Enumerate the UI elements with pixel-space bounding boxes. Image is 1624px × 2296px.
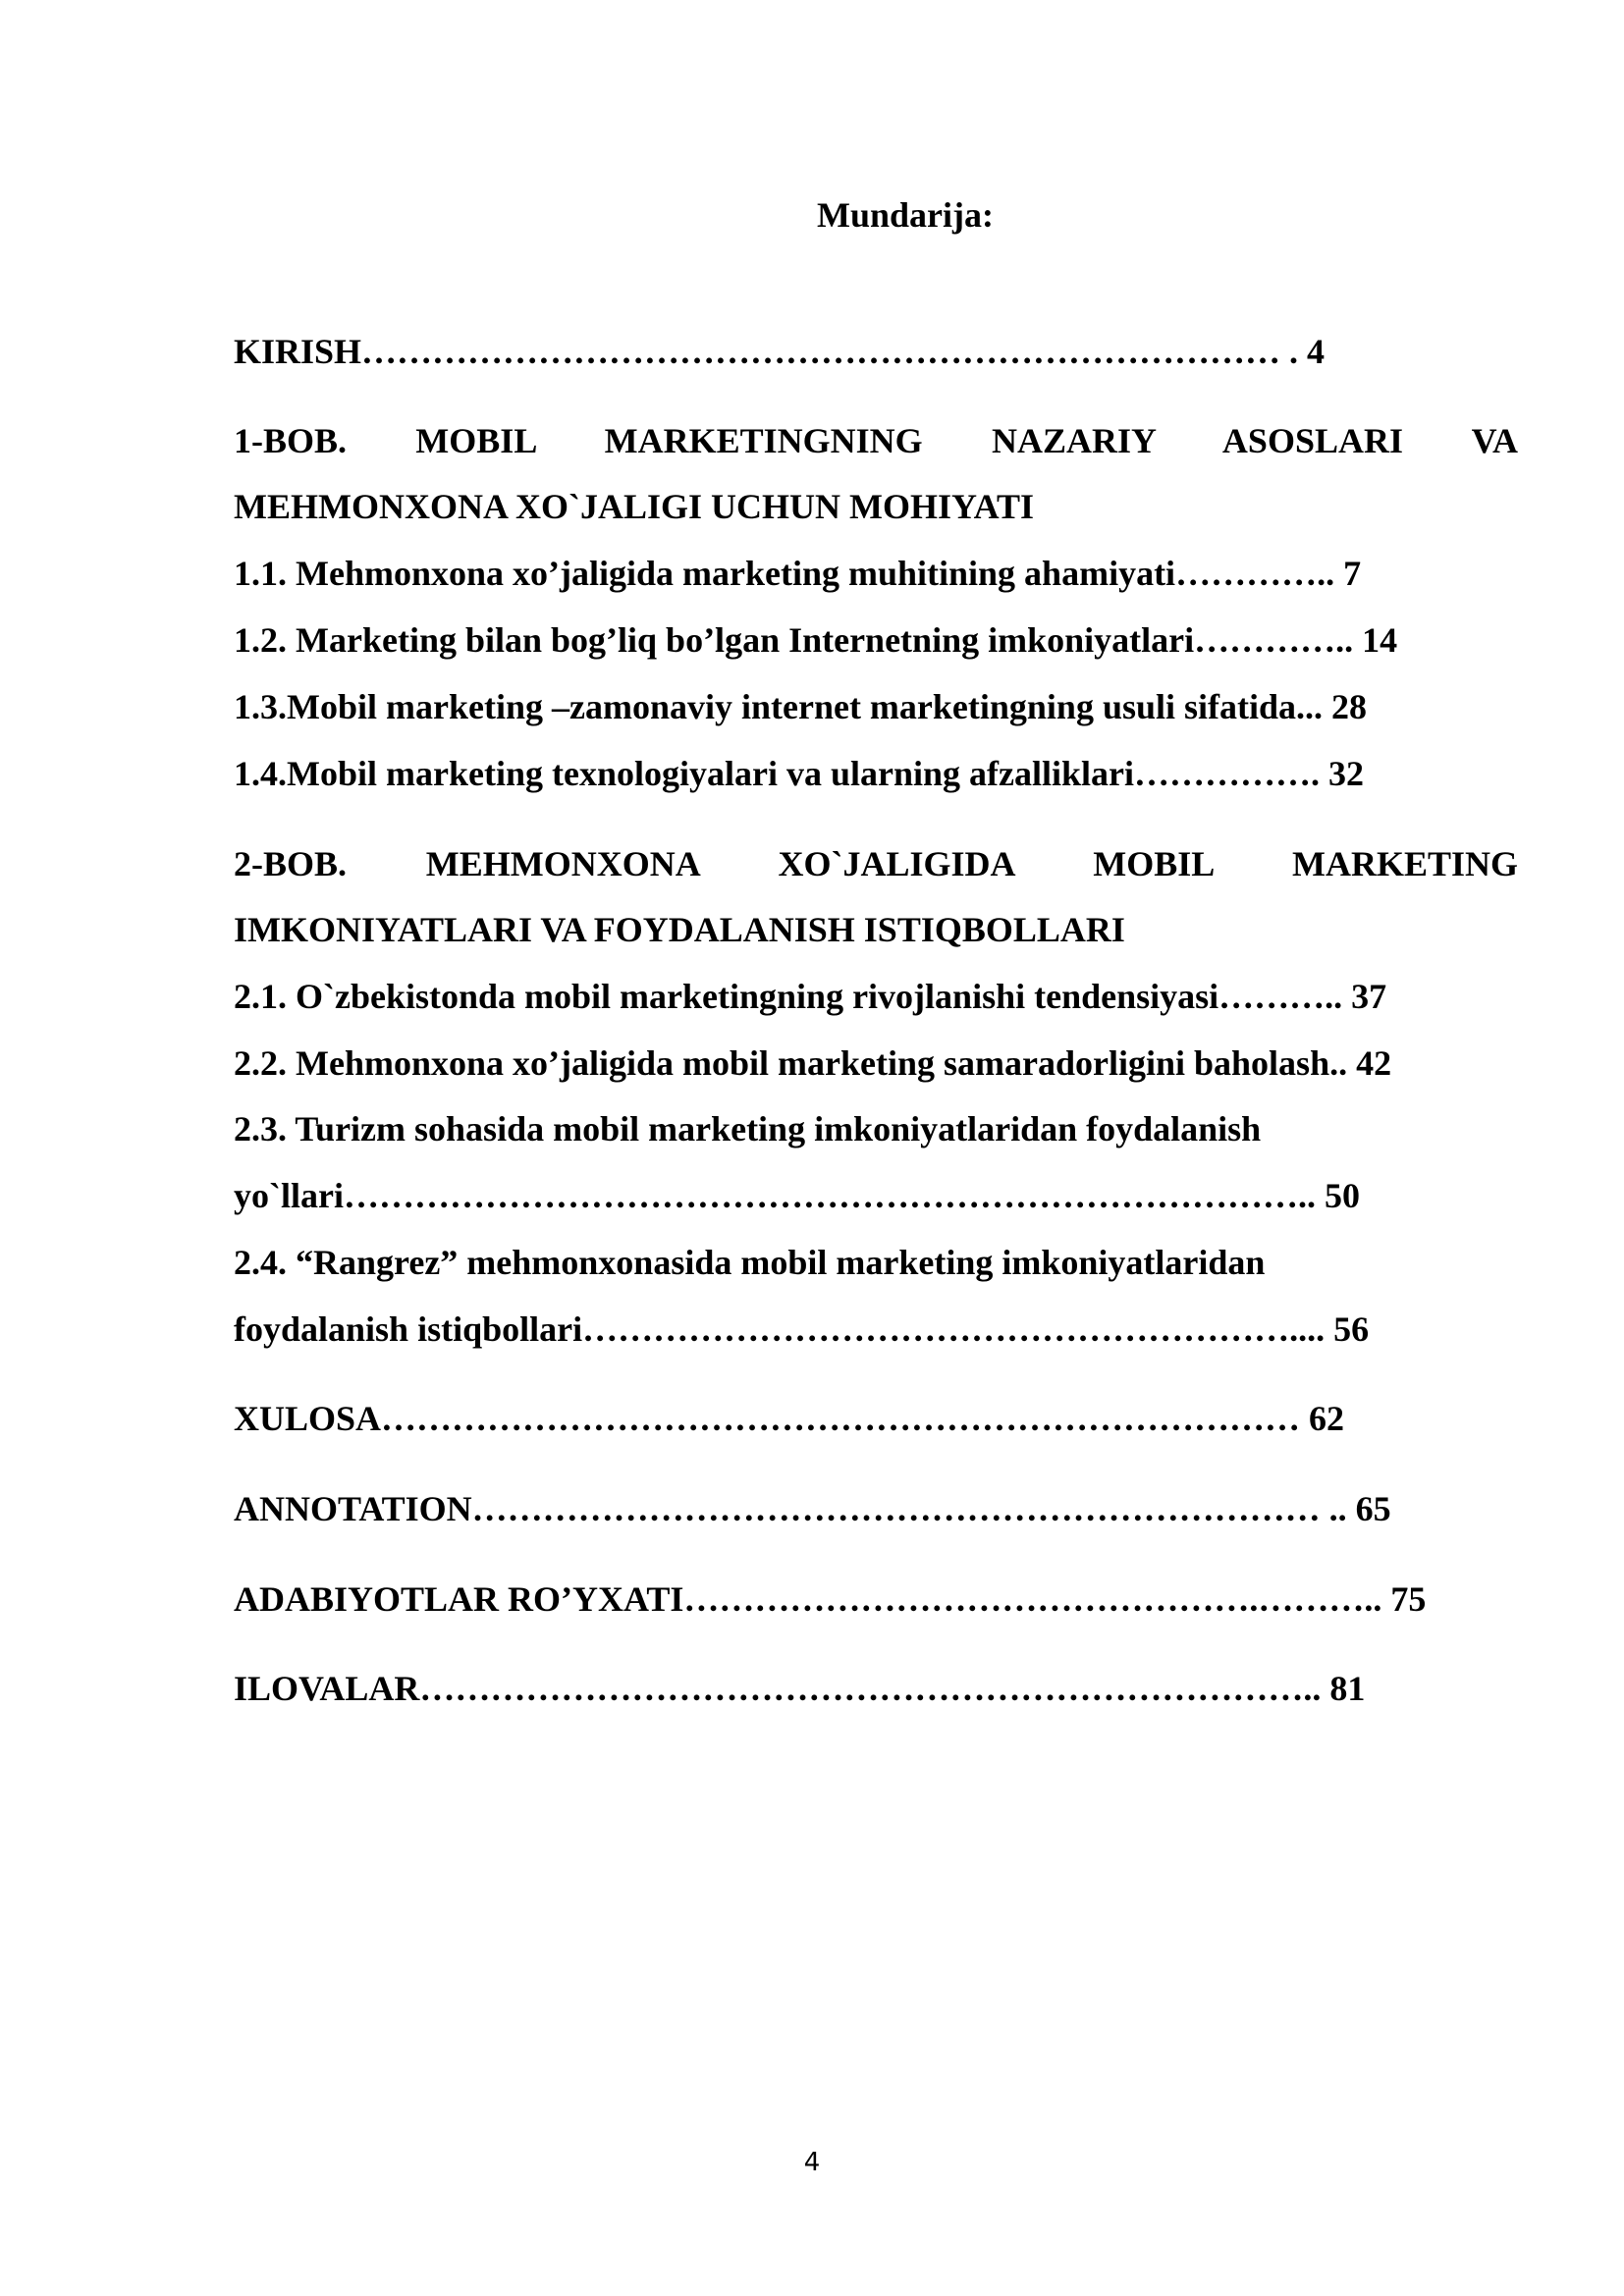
toc-entry-1-3: 1.3.Mobil marketing –zamonaviy internet marketingning usuli sifatida... 28: [234, 687, 1368, 726]
page-number: 4: [803, 2148, 821, 2177]
toc-entry-2-4-line2: foydalanish istiqbollari…………………………………………………….... 56: [234, 1309, 1370, 1349]
toc-entry-2-3-line2: yo`llari……………………………………………………………………….. 50: [234, 1176, 1360, 1215]
toc-chapter-1-heading-line1: 1-BOB. MOBIL MARKETINGNING NAZARIY ASOSLARI VA: [234, 421, 1518, 460]
toc-entry-1-4: 1.4.Mobil marketing texnologiyalari va ularning afzalliklari……………. 32: [234, 754, 1364, 793]
toc-entry-2-4-line1: 2.4. “Rangrez” mehmonxonasida mobil marketing imkoniyatlaridan: [234, 1243, 1266, 1282]
toc-entry-adabiyotlar: ADABIYOTLAR RO’YXATI………………………………………….……….. 75: [234, 1579, 1427, 1619]
toc-title: Mundarija:: [817, 195, 994, 235]
toc-entry-1-2: 1.2. Marketing bilan bog’liq bo’lgan Internetning imkoniyatlari………….. 14: [234, 620, 1398, 660]
toc-chapter-2-heading-line2: IMKONIYATLARI VA FOYDALANISH ISTIQBOLLARI: [234, 910, 1125, 949]
toc-entry-2-3-line1: 2.3. Turizm sohasida mobil marketing imkoniyatlaridan foydalanish: [234, 1109, 1262, 1148]
toc-entry-xulosa: XULOSA…………………………………………………………………… 62: [234, 1399, 1345, 1438]
toc-chapter-2-heading-line1: 2-BOB. MEHMONXONA XO`JALIGIDA MOBIL MARKETING: [234, 844, 1518, 883]
toc-entry-2-2: 2.2. Mehmonxona xo’jaligida mobil marketing samaradorligini baholash.. 42: [234, 1043, 1392, 1083]
toc-chapter-1-heading-line2: MEHMONXONA XO`JALIGI UCHUN MOHIYATI: [234, 487, 1035, 526]
toc-entry-ilovalar: ILOVALAR………………………………………………………………….. 81: [234, 1669, 1366, 1708]
toc-entry-2-1: 2.1. O`zbekistonda mobil marketingning rivojlanishi tendensiyasi……….. 37: [234, 977, 1387, 1016]
toc-entry-kirish: KIRISH…………………………………………………………………… . 4: [234, 332, 1326, 371]
toc-entry-1-1: 1.1. Mehmonxona xo’jaligida marketing muhitining ahamiyati………….. 7: [234, 554, 1362, 593]
toc-entry-annotation: ANNOTATION……………………………………………………………… .. 65: [234, 1489, 1391, 1528]
